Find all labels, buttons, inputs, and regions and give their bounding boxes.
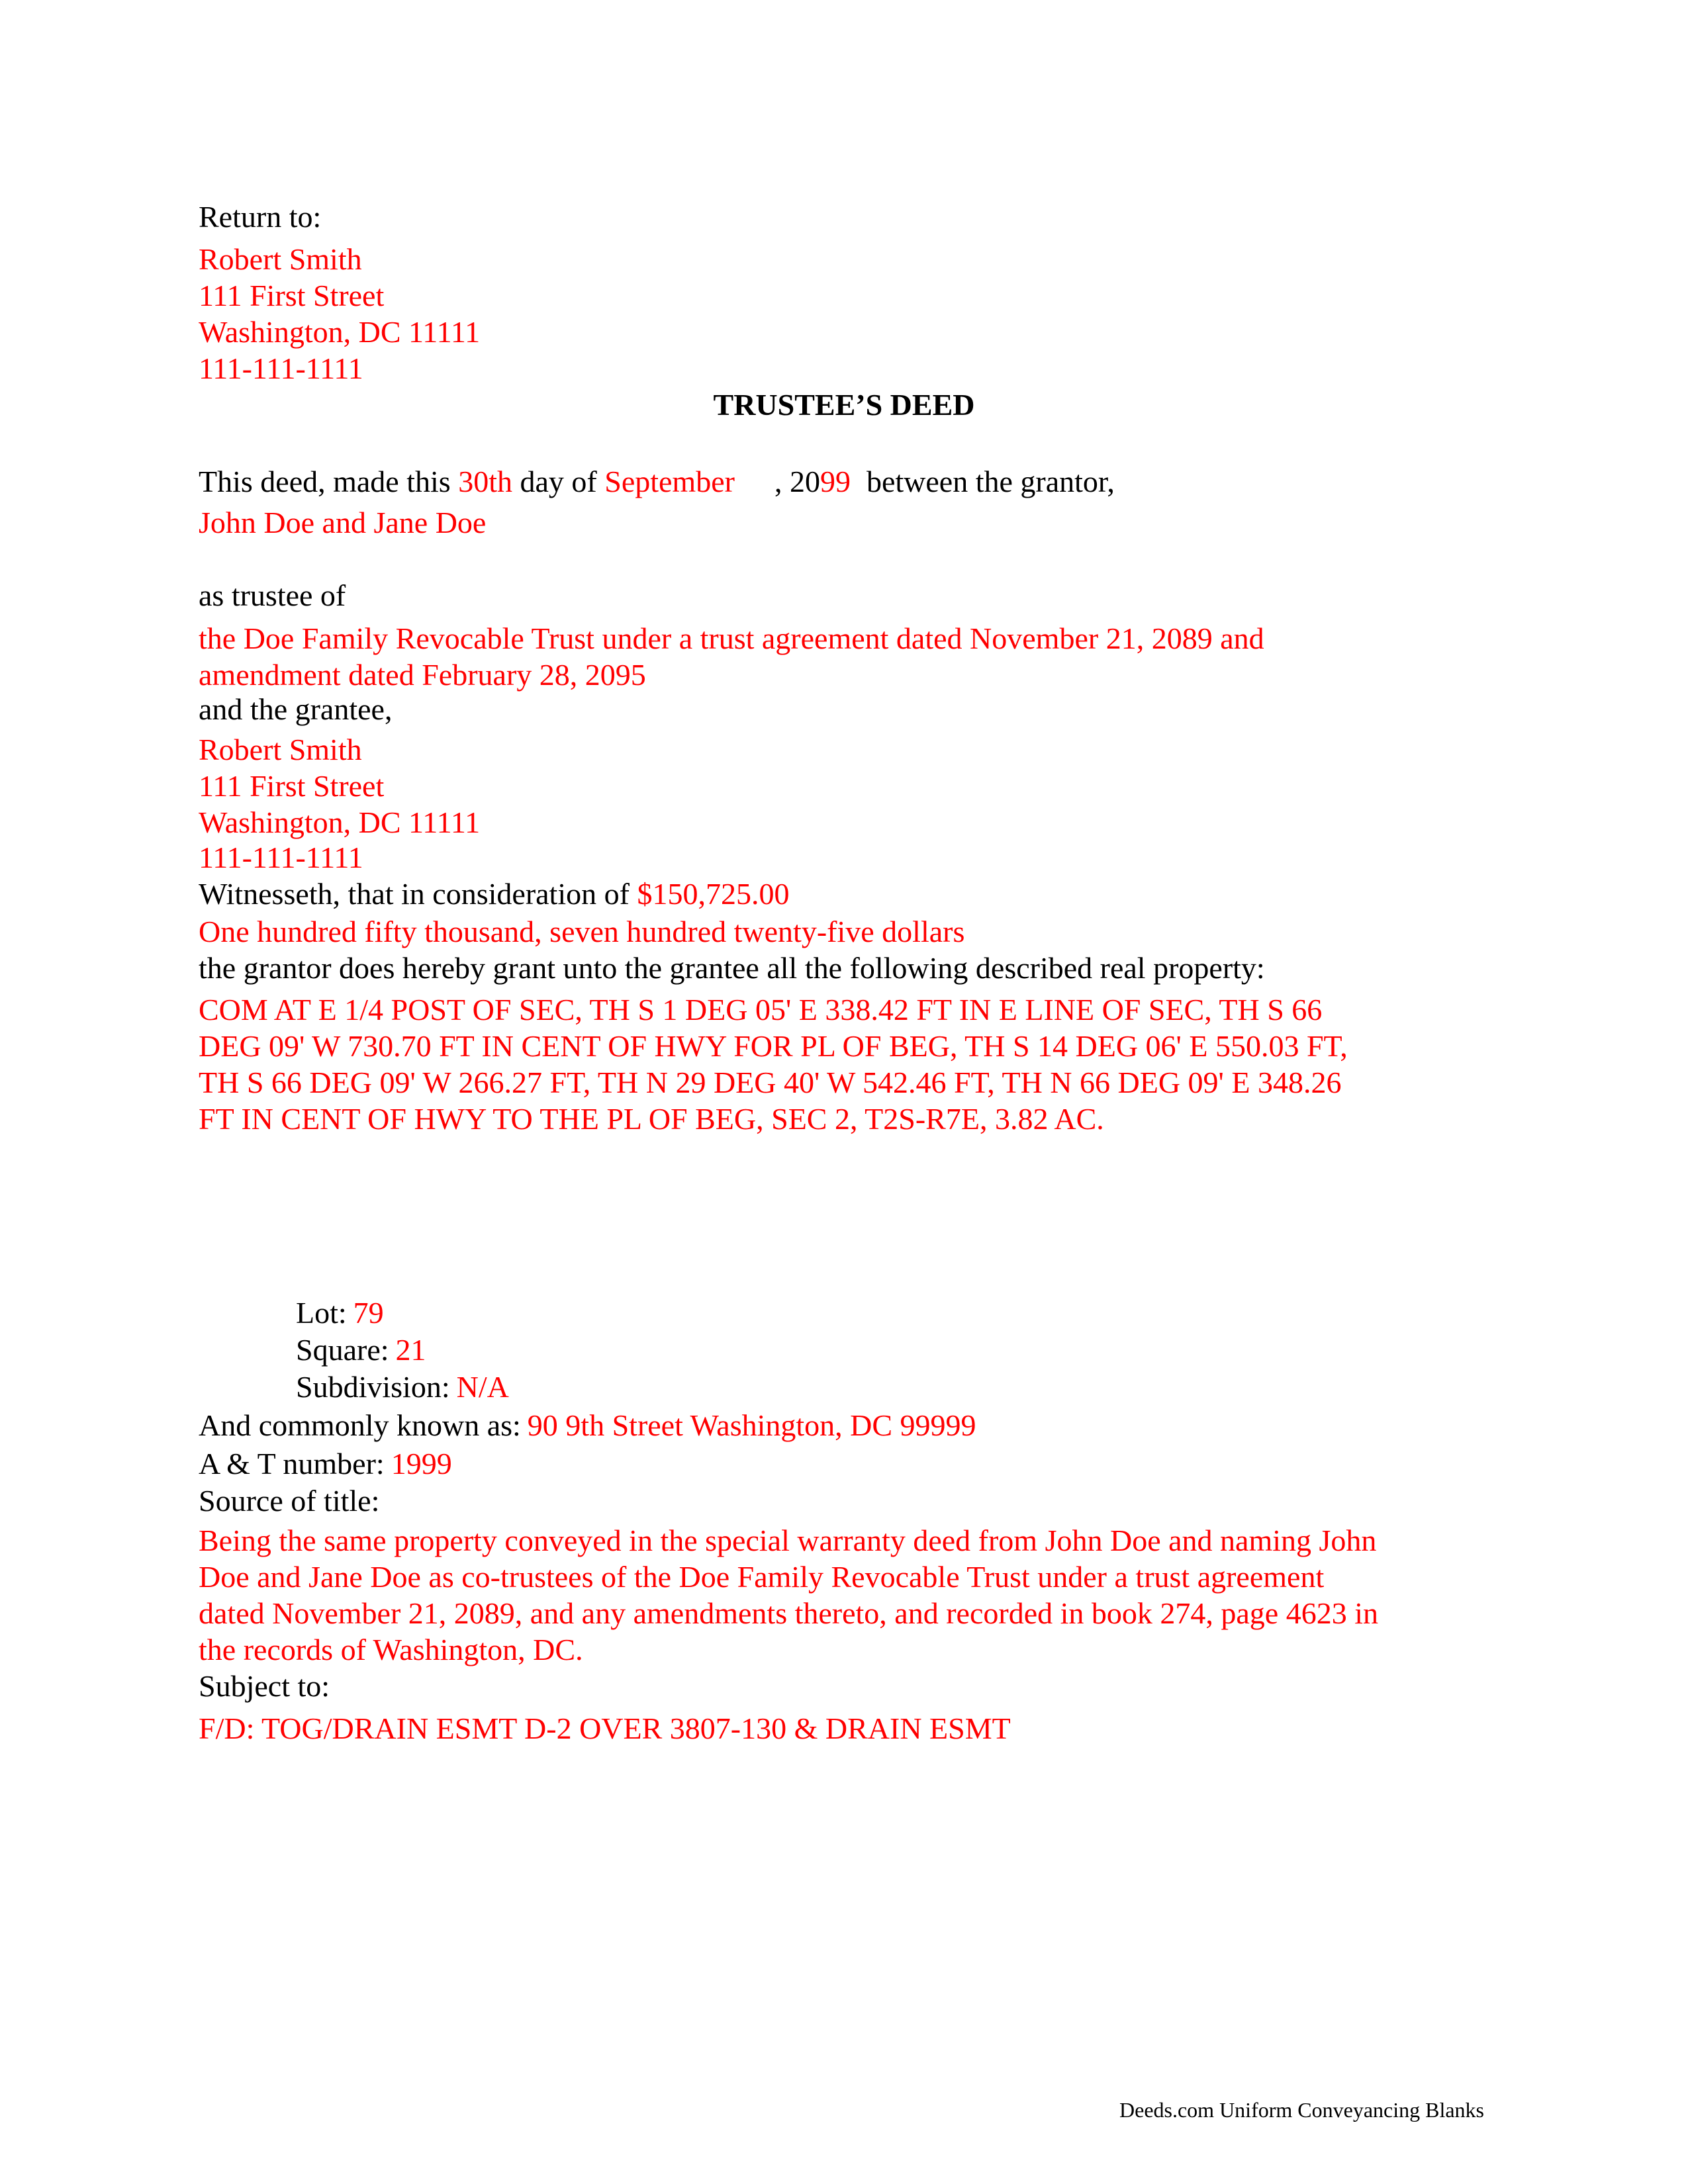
deed-date-line	[199, 463, 1115, 500]
grantee-name: Robert Smith	[199, 733, 362, 766]
consideration-label: Witnesseth, that in consideration of	[199, 877, 630, 911]
grantor-name: John Doe and Jane Doe	[199, 506, 487, 539]
grantee-label: and the grantee,	[199, 692, 393, 726]
subdivision-line	[296, 1369, 509, 1406]
square-value: 21	[395, 1333, 426, 1367]
made-prefix: This deed, made this	[199, 465, 451, 498]
consideration-line	[199, 876, 789, 913]
known-as-line	[199, 1407, 976, 1444]
footer-text: Deeds.com Uniform Conveyancing Blanks	[1119, 2098, 1484, 2122]
made-month: September	[604, 465, 735, 498]
at-number-label: A & T number:	[199, 1447, 385, 1480]
source-label: Source of title:	[199, 1484, 380, 1518]
at-number-value: 1999	[391, 1447, 452, 1480]
legal-description-line: COM AT E 1/4 POST OF SEC, TH S 1 DEG 05' E 338.42 FT IN E LINE OF SEC, TH S 66	[199, 993, 1323, 1026]
legal-description-line: DEG 09' W 730.70 FT IN CENT OF HWY FOR PL OF BEG, TH S 14 DEG 06' E 550.03 FT,	[199, 1029, 1348, 1063]
subject-text: F/D: TOG/DRAIN ESMT D-2 OVER 3807-130 & DRAIN ESMT	[199, 1711, 1011, 1745]
lot-value: 79	[353, 1296, 384, 1330]
lot-label: Lot:	[296, 1296, 347, 1330]
known-as-label: And commonly known as:	[199, 1408, 521, 1442]
source-text-line: dated November 21, 2089, and any amendments thereto, and recorded in book 274, page 4623 in	[199, 1596, 1379, 1630]
consideration-amount: $150,725.00	[637, 877, 790, 911]
made-day: 30th	[458, 465, 512, 498]
square-line	[296, 1332, 426, 1369]
made-day-of: day of	[520, 465, 597, 498]
trust-line-1: the Doe Family Revocable Trust under a trust agreement dated November 21, 2089 and	[199, 621, 1264, 655]
source-text-line: Doe and Jane Doe as co-trustees of the Doe Family Revocable Trust under a trust agreement	[199, 1560, 1325, 1594]
made-year: 99	[820, 465, 851, 498]
legal-description-line: FT IN CENT OF HWY TO THE PL OF BEG, SEC 2, T2S-R7E, 3.82 AC.	[199, 1102, 1104, 1136]
grantee-street: 111 First Street	[199, 769, 385, 803]
as-trustee-label: as trustee of	[199, 578, 346, 612]
lot-line	[296, 1295, 384, 1332]
subdivision-label: Subdivision:	[296, 1370, 450, 1404]
grantee-phone: 111-111-1111	[199, 841, 363, 874]
trust-line-2: amendment dated February 28, 2095	[199, 658, 646, 692]
grant-text: the grantor does hereby grant unto the grantee all the following described real property:	[199, 951, 1265, 985]
source-text-line: Being the same property conveyed in the special warranty deed from John Doe and naming John	[199, 1524, 1377, 1557]
return-to-city: Washington, DC 11111	[199, 315, 481, 349]
consideration-words: One hundred fifty thousand, seven hundred twenty-five dollars	[199, 915, 965, 948]
source-text-line: the records of Washington, DC.	[199, 1633, 583, 1666]
subject-label: Subject to:	[199, 1669, 330, 1703]
deed-title: TRUSTEE’S DEED	[713, 388, 975, 422]
return-to-name: Robert Smith	[199, 242, 362, 276]
grantee-city: Washington, DC 11111	[199, 805, 481, 839]
return-to-phone: 111-111-1111	[199, 351, 363, 385]
legal-description-line: TH S 66 DEG 09' W 266.27 FT, TH N 29 DEG 40' W 542.46 FT, TH N 66 DEG 09' E 348.26	[199, 1066, 1342, 1099]
known-as-value: 90 9th Street Washington, DC 99999	[527, 1408, 976, 1442]
made-year-prefix: , 20	[774, 465, 820, 498]
at-number-line	[199, 1445, 452, 1482]
return-to-label: Return to:	[199, 200, 322, 234]
subdivision-value: N/A	[456, 1370, 509, 1404]
made-between: between the grantor,	[866, 465, 1115, 498]
square-label: Square:	[296, 1333, 389, 1367]
return-to-street: 111 First Street	[199, 279, 385, 312]
